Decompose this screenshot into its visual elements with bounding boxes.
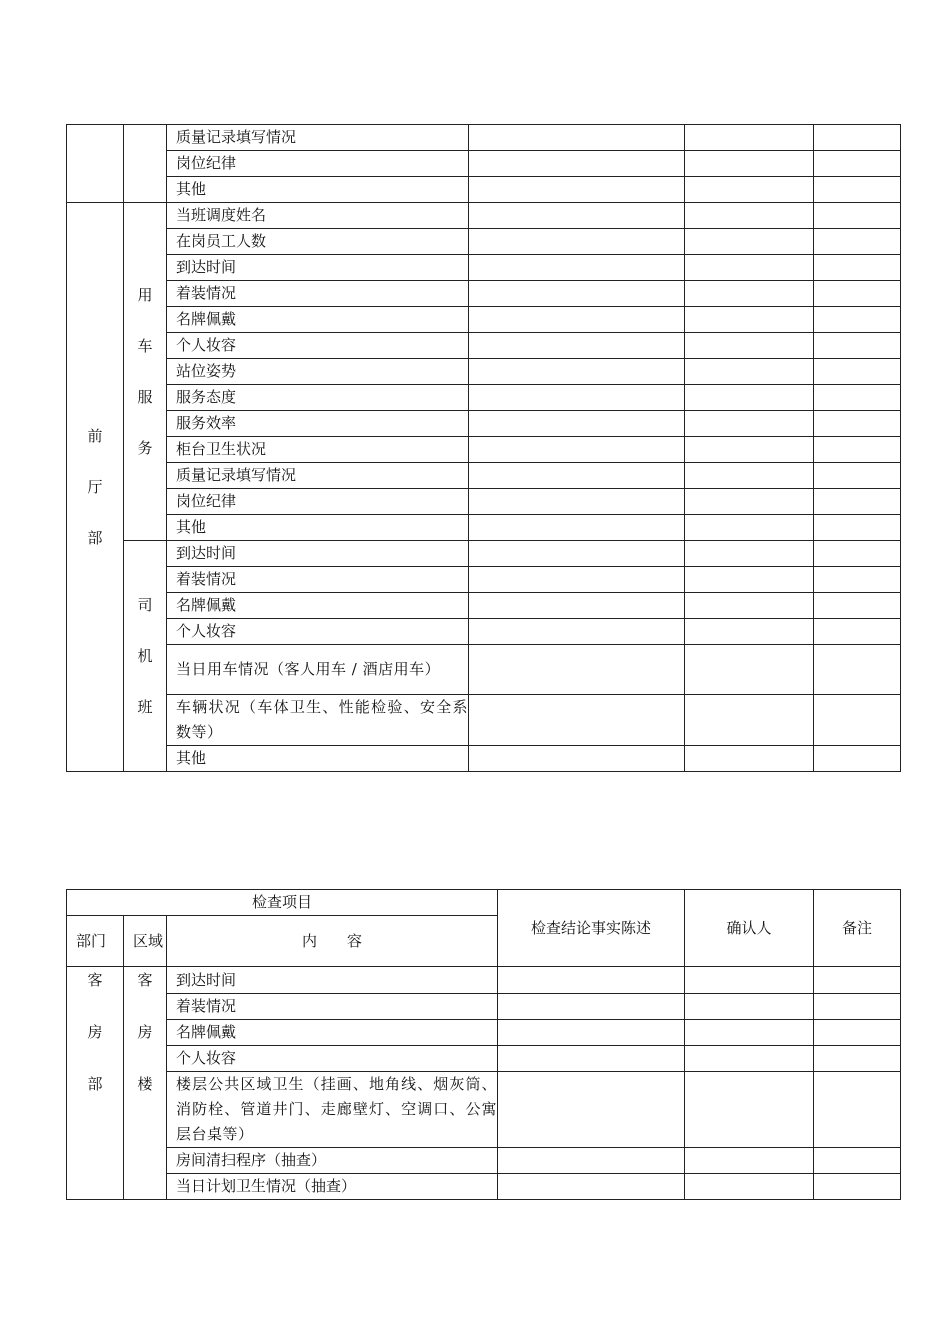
remark-cell[interactable] xyxy=(814,359,901,385)
conclusion-cell[interactable] xyxy=(469,541,685,567)
item-label: 其他 xyxy=(167,177,469,203)
item-label: 当日计划卫生情况（抽查） xyxy=(167,1174,498,1200)
remark-cell[interactable] xyxy=(814,177,901,203)
item-label: 个人妆容 xyxy=(167,1046,498,1072)
remark-cell[interactable] xyxy=(814,333,901,359)
item-label: 站位姿势 xyxy=(167,359,469,385)
confirm-cell[interactable] xyxy=(685,463,814,489)
item-label: 柜台卫生状况 xyxy=(167,437,469,463)
item-label: 在岗员工人数 xyxy=(167,229,469,255)
remark-cell[interactable] xyxy=(814,411,901,437)
confirm-cell[interactable] xyxy=(685,567,814,593)
item-label: 车辆状况（车体卫生、性能检验、安全系数等） xyxy=(167,695,469,746)
remark-cell[interactable] xyxy=(814,125,901,151)
item-label: 名牌佩戴 xyxy=(167,1020,498,1046)
remark-cell[interactable] xyxy=(814,437,901,463)
remark-cell[interactable] xyxy=(814,967,901,994)
remark-cell[interactable] xyxy=(814,619,901,645)
conclusion-cell[interactable] xyxy=(498,1072,685,1148)
conclusion-cell[interactable] xyxy=(469,151,685,177)
remark-cell[interactable] xyxy=(814,695,901,746)
confirm-cell[interactable] xyxy=(685,1174,814,1200)
conclusion-cell[interactable] xyxy=(469,645,685,695)
item-label: 着装情况 xyxy=(167,994,498,1020)
item-label: 名牌佩戴 xyxy=(167,307,469,333)
confirm-cell[interactable] xyxy=(685,385,814,411)
confirm-cell[interactable] xyxy=(685,333,814,359)
item-label: 到达时间 xyxy=(167,255,469,281)
dept-label-housekeeping: 客 房 部 xyxy=(67,967,124,1200)
remark-cell[interactable] xyxy=(814,645,901,695)
item-label: 名牌佩戴 xyxy=(167,593,469,619)
confirm-cell[interactable] xyxy=(685,255,814,281)
remark-cell[interactable] xyxy=(814,1072,901,1148)
remark-cell[interactable] xyxy=(814,281,901,307)
conclusion-cell[interactable] xyxy=(469,255,685,281)
item-label: 质量记录填写情况 xyxy=(167,125,469,151)
remark-cell[interactable] xyxy=(814,1046,901,1072)
item-label: 当日用车情况（客人用车 / 酒店用车） xyxy=(167,645,469,695)
conclusion-cell[interactable] xyxy=(469,177,685,203)
remark-cell[interactable] xyxy=(814,463,901,489)
confirm-cell[interactable] xyxy=(685,994,814,1020)
item-label: 个人妆容 xyxy=(167,619,469,645)
conclusion-cell[interactable] xyxy=(469,489,685,515)
header-conclusion: 检查结论事实陈述 xyxy=(498,890,685,967)
item-label: 质量记录填写情况 xyxy=(167,463,469,489)
conclusion-cell[interactable] xyxy=(498,994,685,1020)
remark-cell[interactable] xyxy=(814,515,901,541)
confirm-cell[interactable] xyxy=(685,489,814,515)
item-label: 其他 xyxy=(167,746,469,772)
confirm-cell[interactable] xyxy=(685,437,814,463)
conclusion-cell[interactable] xyxy=(469,437,685,463)
inspection-table-housekeeping xyxy=(66,889,901,1200)
remark-cell[interactable] xyxy=(814,203,901,229)
confirm-cell[interactable] xyxy=(685,411,814,437)
confirm-cell[interactable] xyxy=(685,967,814,994)
confirm-cell[interactable] xyxy=(685,593,814,619)
inspection-table-front-office xyxy=(66,124,901,772)
item-label: 其他 xyxy=(167,515,469,541)
confirm-cell[interactable] xyxy=(685,307,814,333)
item-label: 服务态度 xyxy=(167,385,469,411)
conclusion-cell[interactable] xyxy=(469,463,685,489)
conclusion-cell[interactable] xyxy=(498,1046,685,1072)
confirm-cell[interactable] xyxy=(685,281,814,307)
header-dept: 部门 xyxy=(67,916,124,967)
item-label: 到达时间 xyxy=(167,967,498,994)
conclusion-cell[interactable] xyxy=(469,695,685,746)
confirm-cell[interactable] xyxy=(685,125,814,151)
conclusion-cell[interactable] xyxy=(469,359,685,385)
confirm-cell[interactable] xyxy=(685,541,814,567)
conclusion-cell[interactable] xyxy=(469,593,685,619)
confirm-cell[interactable] xyxy=(685,1046,814,1072)
item-label: 服务效率 xyxy=(167,411,469,437)
item-label: 岗位纪律 xyxy=(167,151,469,177)
remark-cell[interactable] xyxy=(814,593,901,619)
confirm-cell[interactable] xyxy=(685,515,814,541)
header-area: 区域 xyxy=(124,916,167,967)
conclusion-cell[interactable] xyxy=(469,125,685,151)
conclusion-cell[interactable] xyxy=(469,203,685,229)
remark-cell[interactable] xyxy=(814,994,901,1020)
confirm-cell[interactable] xyxy=(685,177,814,203)
conclusion-cell[interactable] xyxy=(469,411,685,437)
remark-cell[interactable] xyxy=(814,385,901,411)
conclusion-cell[interactable] xyxy=(469,515,685,541)
area-label-car-service: 用 车 服 务 xyxy=(124,203,167,541)
item-label: 岗位纪律 xyxy=(167,489,469,515)
conclusion-cell[interactable] xyxy=(469,385,685,411)
confirm-cell[interactable] xyxy=(685,151,814,177)
remark-cell[interactable] xyxy=(814,229,901,255)
confirm-cell[interactable] xyxy=(685,746,814,772)
remark-cell[interactable] xyxy=(814,567,901,593)
header-content: 内 容 xyxy=(167,916,498,967)
conclusion-cell[interactable] xyxy=(498,1174,685,1200)
conclusion-cell[interactable] xyxy=(498,967,685,994)
conclusion-cell[interactable] xyxy=(469,333,685,359)
conclusion-cell[interactable] xyxy=(498,1148,685,1174)
remark-cell[interactable] xyxy=(814,307,901,333)
area-label-guest-floor: 客 房 楼 xyxy=(124,967,167,1200)
confirm-cell[interactable] xyxy=(685,1072,814,1148)
conclusion-cell[interactable] xyxy=(469,619,685,645)
confirm-cell[interactable] xyxy=(685,645,814,695)
remark-cell[interactable] xyxy=(814,541,901,567)
remark-cell[interactable] xyxy=(814,489,901,515)
item-label: 楼层公共区域卫生（挂画、地角线、烟灰筒、消防栓、管道井门、走廊壁灯、空调口、公寓层台桌等） xyxy=(167,1072,498,1148)
confirm-cell[interactable] xyxy=(685,619,814,645)
item-label: 房间清扫程序（抽查） xyxy=(167,1148,498,1174)
item-label: 着装情况 xyxy=(167,567,469,593)
confirm-cell[interactable] xyxy=(685,1020,814,1046)
item-label: 个人妆容 xyxy=(167,333,469,359)
header-check-items: 检查项目 xyxy=(67,890,498,916)
conclusion-cell[interactable] xyxy=(469,229,685,255)
remark-cell[interactable] xyxy=(814,1174,901,1200)
area-cell-continued xyxy=(124,125,167,203)
confirm-cell[interactable] xyxy=(685,359,814,385)
header-remark: 备注 xyxy=(814,890,901,967)
remark-cell[interactable] xyxy=(814,1020,901,1046)
remark-cell[interactable] xyxy=(814,746,901,772)
confirm-cell[interactable] xyxy=(685,229,814,255)
confirm-cell[interactable] xyxy=(685,203,814,229)
conclusion-cell[interactable] xyxy=(498,1020,685,1046)
dept-cell-continued xyxy=(67,125,124,203)
area-label-driver-team: 司 机 班 xyxy=(124,541,167,772)
conclusion-cell[interactable] xyxy=(469,746,685,772)
item-label: 到达时间 xyxy=(167,541,469,567)
dept-label-front-office: 前 厅 部 xyxy=(67,203,124,772)
remark-cell[interactable] xyxy=(814,1148,901,1174)
item-label: 着装情况 xyxy=(167,281,469,307)
conclusion-cell[interactable] xyxy=(469,567,685,593)
remark-cell[interactable] xyxy=(814,151,901,177)
item-label: 当班调度姓名 xyxy=(167,203,469,229)
confirm-cell[interactable] xyxy=(685,1148,814,1174)
header-confirm: 确认人 xyxy=(685,890,814,967)
conclusion-cell[interactable] xyxy=(469,307,685,333)
conclusion-cell[interactable] xyxy=(469,281,685,307)
remark-cell[interactable] xyxy=(814,255,901,281)
confirm-cell[interactable] xyxy=(685,695,814,746)
